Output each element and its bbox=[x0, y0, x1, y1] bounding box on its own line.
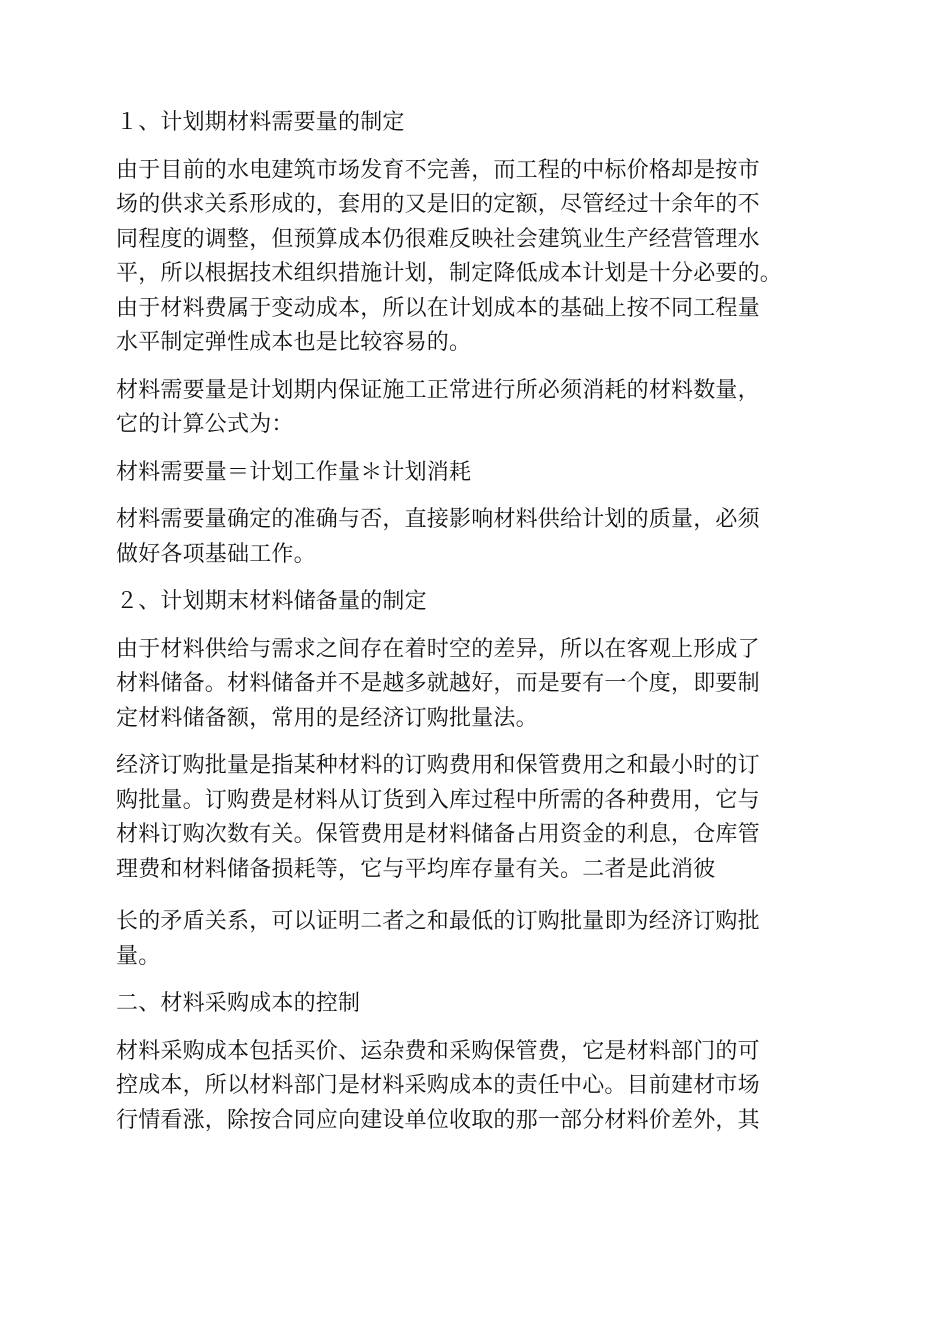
paragraph-line: 定材料储备额，常用的是经济订购批量法。 bbox=[116, 705, 538, 731]
paragraph-6 bbox=[116, 905, 856, 974]
paragraph-line: 材料储备。材料储备并不是越多就越好，而是要有一个度，即要制 bbox=[116, 671, 760, 696]
paragraph-line: 平，所以根据技术组织措施计划，制定降低成本计划是十分必要的。 bbox=[116, 261, 783, 286]
paragraph-line: 由于材料供给与需求之间存在着时空的差异，所以在客观上形成了 bbox=[116, 636, 760, 662]
formula-text: 材料需要量＝计划工作量＊计划消耗 bbox=[116, 459, 472, 485]
paragraph-line: 材料需要量确定的准确与否，直接影响材料供给计划的质量，必须 bbox=[116, 507, 760, 532]
paragraph-line: 购批量。订购费是材料从订货到入库过程中所需的各种费用，它与 bbox=[116, 787, 760, 813]
paragraph-2 bbox=[116, 374, 856, 443]
paragraph-line: 由于材料费属于变动成本，所以在计划成本的基础上按不同工程量 bbox=[116, 295, 760, 321]
paragraph-line: 经济订购批量是指某种材料的订购费用和保管费用之和最小时的订 bbox=[116, 753, 760, 778]
paragraph-5 bbox=[116, 749, 856, 887]
paragraph-line: 理费和材料储备损耗等，它与平均库存量有关。二者是此消彼 bbox=[116, 856, 716, 882]
section-heading-2 bbox=[116, 585, 856, 620]
section-heading-1 bbox=[116, 106, 856, 141]
paragraph-line: 量。 bbox=[116, 943, 161, 969]
paragraph-line: 做好各项基础工作。 bbox=[116, 541, 316, 567]
paragraph-line: 控成本，所以材料部门是材料采购成本的责任中心。目前建材市场 bbox=[116, 1073, 760, 1098]
paragraph-line: 它的计算公式为： bbox=[116, 412, 294, 437]
paragraph-line: 材料需要量是计划期内保证施工正常进行所必须消耗的材料数量， bbox=[116, 377, 760, 403]
paragraph-line: 材料采购成本包括买价、运杂费和采购保管费，它是材料部门的可 bbox=[116, 1038, 760, 1064]
paragraph-line: 场的供求关系形成的，套用的又是旧的定额，尽管经过十余年的不 bbox=[116, 192, 760, 217]
paragraph-4 bbox=[116, 633, 856, 737]
paragraph-line: 水平制定弹性成本也是比较容易的。 bbox=[116, 330, 472, 355]
heading-text: １、计划期材料需要量的制定 bbox=[116, 110, 405, 135]
paragraph-line: 行情看涨，除按合同应向建设单位收取的那一部分材料价差外，其 bbox=[116, 1107, 760, 1133]
paragraph-line: 由于目前的水电建筑市场发育不完善，而工程的中标价格却是按市 bbox=[116, 157, 760, 183]
paragraph-1 bbox=[116, 154, 856, 361]
paragraph-line: 同程度的调整，但预算成本仍很难反映社会建筑业生产经营管理水 bbox=[116, 226, 760, 252]
heading-text: 二、材料采购成本的控制 bbox=[116, 991, 361, 1016]
paragraph-line: 材料订购次数有关。保管费用是材料储备占用资金的利息，仓库管 bbox=[116, 822, 760, 847]
section-heading-3 bbox=[116, 987, 856, 1022]
paragraph-line: 长的矛盾关系，可以证明二者之和最低的订购批量即为经济订购批 bbox=[116, 909, 760, 934]
document-body bbox=[116, 106, 856, 1138]
paragraph-7 bbox=[116, 1035, 856, 1139]
paragraph-3 bbox=[116, 503, 856, 572]
heading-text: ２、计划期末材料储备量的制定 bbox=[116, 589, 427, 614]
formula-paragraph bbox=[116, 456, 856, 491]
